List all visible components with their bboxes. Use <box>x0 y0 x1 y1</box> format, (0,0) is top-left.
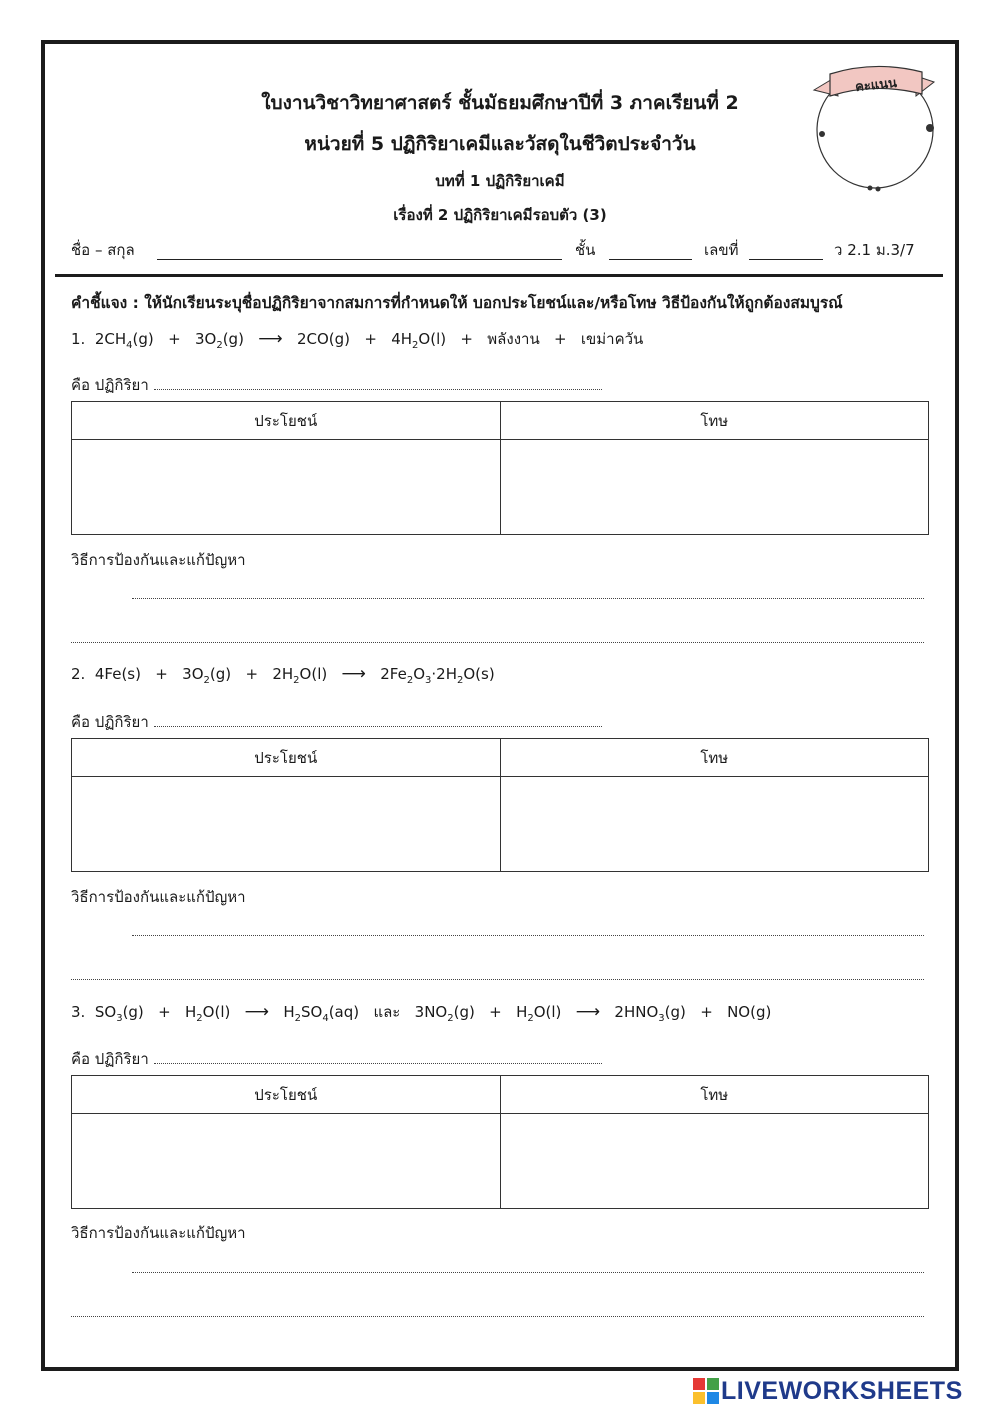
harm-header: โทษ <box>500 402 929 440</box>
header-divider <box>55 274 943 277</box>
prevention-line-3a[interactable] <box>132 1272 924 1273</box>
reaction-answer-1[interactable] <box>154 377 602 390</box>
prevention-line-2b[interactable] <box>71 979 924 980</box>
reaction-answer-3[interactable] <box>154 1051 602 1064</box>
harm-header: โทษ <box>500 739 929 777</box>
unit-title: หน่วยที่ 5 ปฏิกิริยาเคมีและวัสดุในชีวิตประจำวัน <box>304 133 696 155</box>
prevention-label-1: วิธีการป้องกันและแก้ปัญหา <box>71 551 246 569</box>
name-field[interactable] <box>157 259 562 260</box>
answer-table-1 <box>71 401 929 535</box>
arrow-icon: ⟶ <box>575 1002 601 1022</box>
equation-1: 1. $2CH_4(g)$ + $3O_2(g)$ ⟶ 2CO(g) + $4H_2O(l)$ + พลังงาน + เขม่าควัน <box>71 329 644 351</box>
equation-2: 2. 4Fe(s) + $3O_2(g)$ + $2H_2O(l)$ ⟶ $2Fe_2O_3\cdot 2H_2O(s)$ <box>71 664 495 686</box>
benefit-cell-3[interactable] <box>72 1114 501 1209</box>
benefit-cell-2[interactable] <box>72 777 501 872</box>
prevention-line-1a[interactable] <box>132 598 924 599</box>
number-field[interactable] <box>749 259 823 260</box>
score-circle-icon <box>812 58 942 198</box>
brand-text: LIVEWORKSHEETS <box>721 1376 963 1405</box>
chapter-title: บทที่ 1 ปฏิกิริยาเคมี <box>435 172 565 190</box>
reaction-row-1: คือ ปฏิกิริยา <box>71 373 602 397</box>
topic-title: เรื่องที่ 2 ปฏิกิริยาเคมีรอบตัว (3) <box>393 206 607 224</box>
arrow-icon: ⟶ <box>244 1002 270 1022</box>
instructions: คำชี้แจง : ให้นักเรียนระบุชื่อปฏิกิริยาจากสมการที่กำหนดให้ บอกประโยชน์และ/หรือโทษ วิธีป้องกันให้ถูกต้องสมบูรณ์ <box>71 294 843 312</box>
liveworksheets-logo-icon <box>693 1378 719 1404</box>
arrow-icon: ⟶ <box>341 664 366 684</box>
reaction-answer-2[interactable] <box>154 714 602 727</box>
score-label: คะแนน <box>854 75 898 96</box>
prevention-label-2: วิธีการป้องกันและแก้ปัญหา <box>71 888 246 906</box>
number-label: เลขที่ <box>704 241 739 259</box>
prevention-line-3b[interactable] <box>71 1316 924 1317</box>
reaction-row-2: คือ ปฏิกิริยา <box>71 710 602 734</box>
prevention-line-2a[interactable] <box>132 935 924 936</box>
harm-cell-1[interactable] <box>500 440 929 535</box>
prevention-label-3: วิธีการป้องกันและแก้ปัญหา <box>71 1224 246 1242</box>
harm-cell-2[interactable] <box>500 777 929 872</box>
answer-table-3 <box>71 1075 929 1209</box>
worksheet-title: ใบงานวิชาวิทยาศาสตร์ ชั้นมัธยมศึกษาปีที่ 3 ภาคเรียนที่ 2 <box>261 92 739 114</box>
arrow-icon: ⟶ <box>258 329 283 349</box>
answer-table-2 <box>71 738 929 872</box>
benefit-header: ประโยชน์ <box>72 402 501 440</box>
class-label: ชั้น <box>575 241 596 259</box>
name-label: ชื่อ – สกุล <box>71 241 135 259</box>
liveworksheets-brand[interactable] <box>693 1376 963 1406</box>
equation-3: 3. $SO_3(g)$ + $H_2O(l)$ ⟶ $H_2SO_4(aq)$ และ $3NO_2(g)$ + $H_2O(l)$ ⟶ $2HNO_3(g)$ + NO(g) <box>71 1002 772 1024</box>
benefit-header: ประโยชน์ <box>72 1076 501 1114</box>
class-field[interactable] <box>609 259 692 260</box>
score-badge <box>812 58 942 198</box>
harm-header: โทษ <box>500 1076 929 1114</box>
standard-code: ว 2.1 ม.3/7 <box>834 241 915 259</box>
prevention-line-1b[interactable] <box>71 642 924 643</box>
benefit-cell-1[interactable] <box>72 440 501 535</box>
reaction-row-3: คือ ปฏิกิริยา <box>71 1047 602 1071</box>
benefit-header: ประโยชน์ <box>72 739 501 777</box>
harm-cell-3[interactable] <box>500 1114 929 1209</box>
